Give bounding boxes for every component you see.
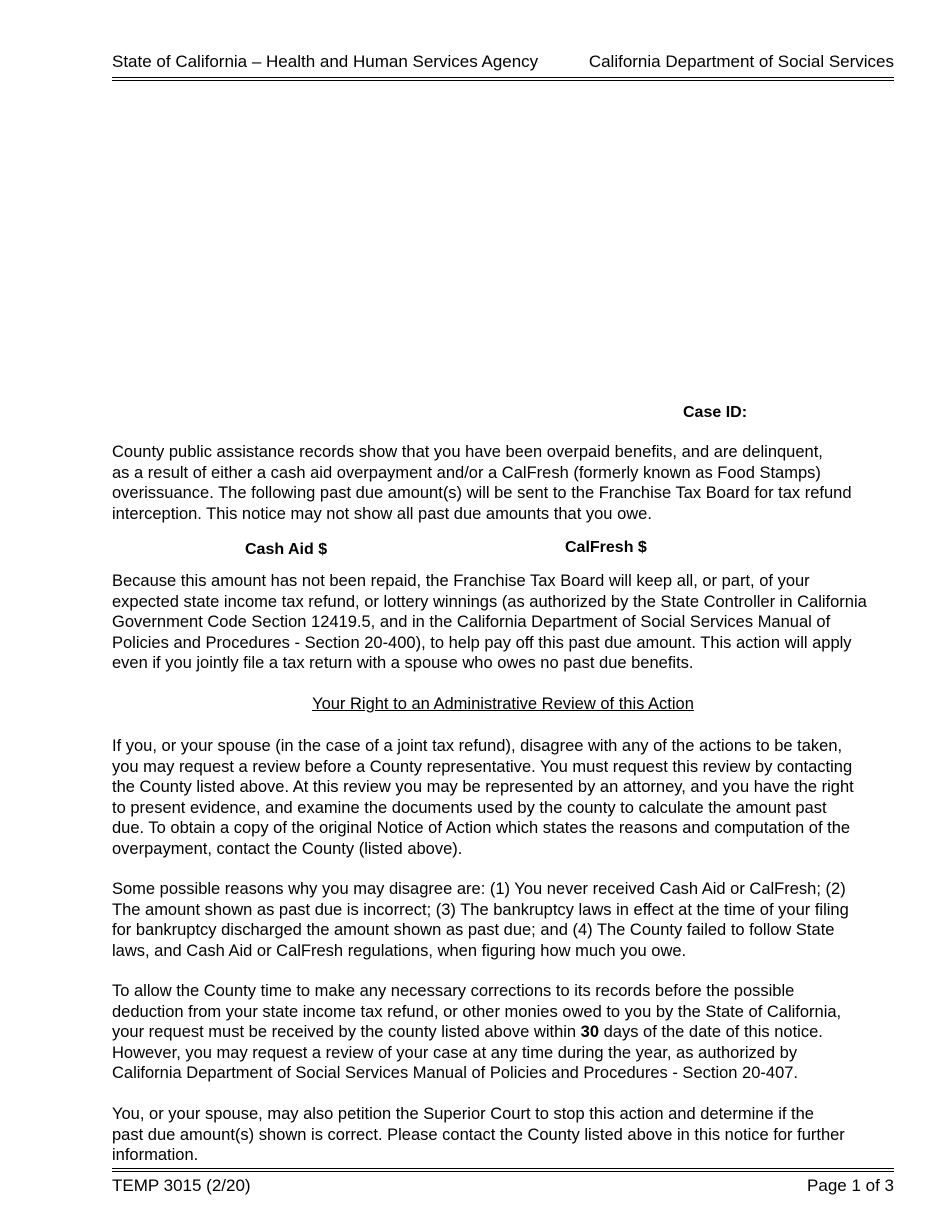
footer-rule-bottom xyxy=(112,1171,894,1172)
header-agency: State of California – Health and Human Services Agency xyxy=(112,52,539,71)
header-rule-bottom xyxy=(112,80,894,81)
cash-aid-amount-label: Cash Aid $ xyxy=(245,541,328,558)
case-id-label: Case ID: xyxy=(683,404,748,421)
review-paragraph-3 xyxy=(112,981,902,1084)
footer-page-number: Page 1 of 3 xyxy=(807,1176,894,1195)
review-deadline-days: 30 xyxy=(580,1023,600,1041)
review-paragraph-2: Some possible reasons why you may disagree are: (1) You never received Cash Aid or CalFresh; (2) The amount shown as past due is incorrect; (3) The bankruptcy laws in effect at the time of your filing for bankruptcy discharged the amount shown as past due; and (4) The County failed to follow State laws, and Cash Aid or CalFresh regulations, when figuring how much you owe. xyxy=(112,880,849,960)
review-paragraph-4: You, or your spouse, may also petition the Superior Court to stop this action and determine if the past due amount(s) shown is correct. Please contact the County listed above in this notice for further information. xyxy=(112,1105,845,1164)
intro-paragraph: County public assistance records show that you have been overpaid benefits, and are delinquent, as a result of either a cash aid overpayment and/or a CalFresh (formerly known as Food Stamps) overissuance. The following past due amount(s) will be sent to the Franchise Tax Board for tax refund interception. This notice may not show all past due amounts that you owe. xyxy=(112,443,852,523)
review-section-title: Your Right to an Administrative Review of this Action xyxy=(312,695,694,713)
header-rule-top xyxy=(112,77,894,78)
interception-paragraph: Because this amount has not been repaid, the Franchise Tax Board will keep all, or part, of your expected state income tax refund, or lottery winnings (as authorized by the State Controller in California Government Code Section 12419.5, and in the California Department of Social Services Manual of Policies and Procedures - Section 20-400), to help pay off this past due amount. This action will apply even if you jointly file a tax return with a spouse who owes no past due benefits. xyxy=(112,572,867,672)
calfresh-amount-label: CalFresh $ xyxy=(565,539,647,556)
header-department: California Department of Social Services xyxy=(588,52,894,71)
review-paragraph-1: If you, or your spouse (in the case of a joint tax refund), disagree with any of the actions to be taken, you may request a review before a County representative. You must request this review by contacting the County listed above. At this review you may be represented by an attorney, and you have the right to present evidence, and examine the documents used by the county to calculate the amount past due. To obtain a copy of the original Notice of Action which states the reasons and computation of the overpayment, contact the County (listed above). xyxy=(112,737,854,858)
footer-form-id: TEMP 3015 (2/20) xyxy=(112,1176,251,1195)
review-paragraph-3-before: To allow the County time to make any necessary corrections to its records before the possible deduction from your state income tax refund, or other monies owed to you by the State of California, your request must be received by the county listed above within xyxy=(112,982,842,1041)
footer-rule-top xyxy=(112,1168,894,1169)
review-paragraph-3-after: days of the date of this notice. However, you may request a review of your case at any time during the year, as authorized by California Department of Social Services Manual of Policies and Procedures - Section 20-407. xyxy=(112,1023,823,1082)
